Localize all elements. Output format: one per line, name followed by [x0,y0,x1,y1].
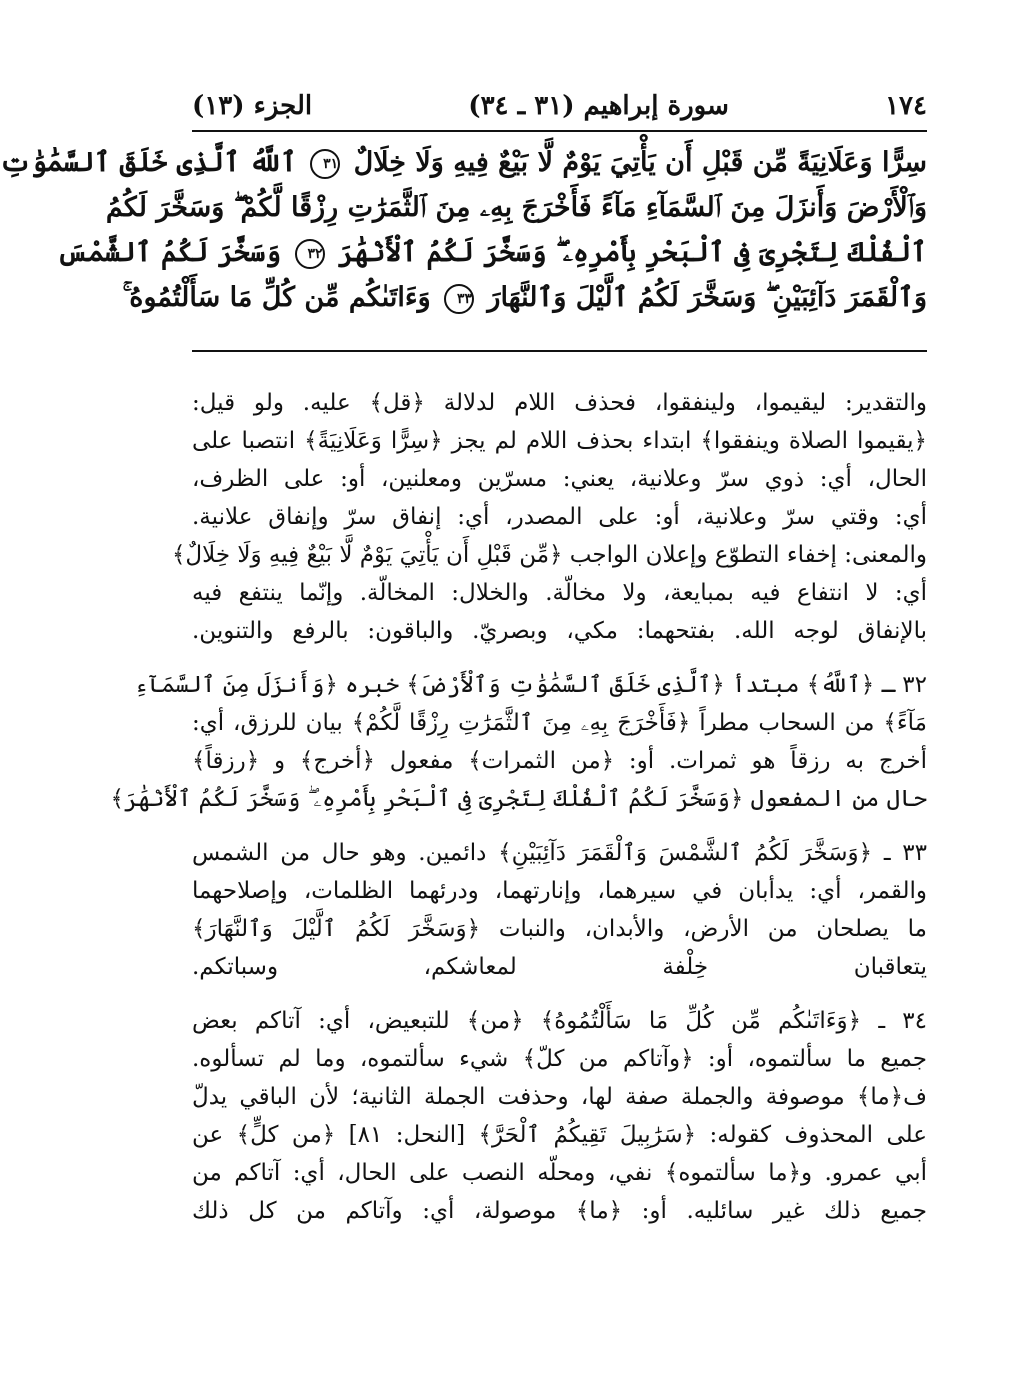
commentary-line: والمعنى: إخفاء التطوّع وإعلان الواجب ﴿مِّن قَبْلِ أَن يَأْتِيَ يَوْمٌ لَّا بَيْعٌ فِيهِ وَلَا خِلَالٌ﴾ [171,542,927,568]
quran-verse-text: ٱلْفُلْكَ لِتَجْرِىَ فِى ٱلْبَحْرِ بِأَمْرِهِۦ ۖ وَسَخَّرَ لَكُمُ ٱلْأَنْهَٰرَ [337,237,927,268]
header-rule [192,130,927,132]
quran-verse-text: وَٱلْقَمَرَ دَآئِبَيْنِ ۖ وَسَخَّرَ لَكُمُ ٱلَّيْلَ وَٱلنَّهَارَ [487,282,927,313]
quran-text [0,140,927,320]
commentary-paragraph [192,834,927,986]
page-header [192,86,927,126]
commentary-line: جميع ذلك غير سائليه. أو: ﴿ما﴾ موصولة، أي: وآتاكم من كل ذلك [192,1198,927,1224]
commentary-line: والتقدير: ليقيموا، ولينفقوا، فحذف اللام لدلالة ﴿قل﴾ عليه. ولو قيل: [192,390,927,416]
commentary-line: مَآءً﴾ من السحاب مطراً ﴿فَأَخْرَجَ بِهِۦ مِنَ ٱلثَّمَرَٰتِ رِزْقًا لَّكُمْ﴾ بيان للرزق، أي: [192,710,927,736]
quran-verse-text: ٱللَّهُ ٱلَّذِى خَلَقَ ٱلسَّمَٰوَٰتِ [0,147,297,178]
commentary-line: أبي عمرو. و﴿ما سألتموه﴾ نفي، ومحلّه النصب على الحال، أي: آتاكم من [192,1160,927,1186]
quran-line [0,140,927,185]
quran-line [122,275,927,320]
commentary-paragraph [110,666,927,818]
commentary-line: حال من المفعول ﴿وَسَخَّرَ لَكُمُ ٱلْفُلْكَ لِتَجْرِىَ فِى ٱلْبَحْرِ بِأَمْرِهِۦ ۖ وَسَخَّرَ لَكُمُ ٱلْأَنْهَٰرَ﴾ [110,786,927,812]
commentary-line: أخرج به رزقاً هو ثمرات. أو: ﴿من الثمرات﴾ مفعول ﴿أخرج﴾ و ﴿رزقاً﴾ [192,748,927,774]
ayah-number-marker: ٣١ [310,149,340,179]
surah-title: سورة إبراهيم (٣١ ـ ٣٤) [468,91,729,121]
section-divider [192,350,927,352]
commentary-line: جميع ما سألتموه، أو: ﴿وآتاكم من كلّ﴾ شيء سألتموه، وما لم تسألوه. [192,1046,927,1072]
quran-line [56,230,927,275]
commentary-line: ف﴿ما﴾ موصوفة والجملة صفة لها، وحذفت الجملة الثانية؛ لأن الباقي يدلّ [192,1084,927,1110]
quran-verse-text: وَٱلْأَرْضَ وَأَنزَلَ مِنَ ٱلسَّمَآءِ مَآءً فَأَخْرَجَ بِهِۦ مِنَ ٱلثَّمَرَٰتِ رِزْقًا لَّكُمْ ۖ وَسَخَّرَ لَكُمُ [105,192,927,223]
commentary-paragraph [171,384,927,650]
quran-line [105,185,927,230]
quran-verse-text: سِرًّا وَعَلَانِيَةً مِّن قَبْلِ أَن يَأْتِيَ يَوْمٌ لَّا بَيْعٌ فِيهِ وَلَا خِلَالٌ [353,147,927,178]
commentary-line: ﴿يقيموا الصلاة وينفقوا﴾ ابتداء بحذف اللام لم يجز ﴿سِرًّا وَعَلَانِيَةً﴾ انتصبا على [192,428,927,454]
commentary-line: الحال، أي: ذوي سرّ وعلانية، يعني: مسرّين ومعلنين، أو: على الظرف، [192,466,927,492]
commentary-line: والقمر، أي: يدأبان في سيرهما، وإنارتهما، ودرئهما الظلمات، وإصلاحهما [192,878,927,904]
commentary-line: ما يصلحان من الأرض، والأبدان، والنبات ﴿وَسَخَّرَ لَكُمُ ٱلَّيْلَ وَٱلنَّهَارَ﴾ [192,916,927,942]
commentary-line: أي: لا انتفاع فيه بمبايعة، ولا مخالّة. والخلال: المخالّة. وإنّما ينتفع فيه [192,580,927,606]
commentary-line: على المحذوف كقوله: ﴿سَرَٰبِيلَ تَقِيكُمُ ٱلْحَرَّ﴾ [النحل: ٨١] ﴿من كلٍّ﴾ عن [192,1122,927,1148]
commentary-line: أي: وقتي سرّ وعلانية، أو: على المصدر، أي: إنفاق سرّ وإنفاق علانية. [192,504,927,530]
ayah-number-marker: ٣٢ [295,239,325,269]
page-number: ١٧٤ [885,91,927,121]
commentary-line: يتعاقبان خِلْفة لمعاشكم، وسباتكم. [192,954,927,980]
quran-verse-text: وَسَخَّرَ لَكُمُ ٱلشَّمْسَ [56,237,282,268]
commentary-line: ٣٢ ـ ﴿ٱللَّهُ﴾ مبتدأ ﴿ٱلَّذِى خَلَقَ ٱلسَّمَٰوَٰتِ وَٱلْأَرْضَ﴾ خبره ﴿وَأَنزَلَ مِنَ ٱلسَّمَآءِ [134,672,927,698]
commentary [110,384,927,1246]
commentary-line: ٣٤ ـ ﴿وَءَاتَىٰكُم مِّن كُلِّ مَا سَأَلْتُمُوهُ﴾ ﴿من﴾ للتبعيض، أي: آتاكم بعض [192,1008,927,1034]
commentary-line: ٣٣ ـ ﴿وَسَخَّرَ لَكُمُ ٱلشَّمْسَ وَٱلْقَمَرَ دَآئِبَيْنِ﴾ دائمين. وهو حال من الشمس [192,840,927,866]
commentary-paragraph [192,1002,927,1230]
ayah-number-marker: ٣٣ [444,284,474,314]
commentary-line: بالإنفاق لوجه الله. بفتحهما: مكي، وبصريّ. والباقون: بالرفع والتنوين. [192,618,927,644]
juz-label: الجزء (١٣) [192,91,313,121]
quran-verse-text: وَءَاتَىٰكُم مِّن كُلِّ مَا سَأَلْتُمُوهُ ۚ [122,282,431,313]
